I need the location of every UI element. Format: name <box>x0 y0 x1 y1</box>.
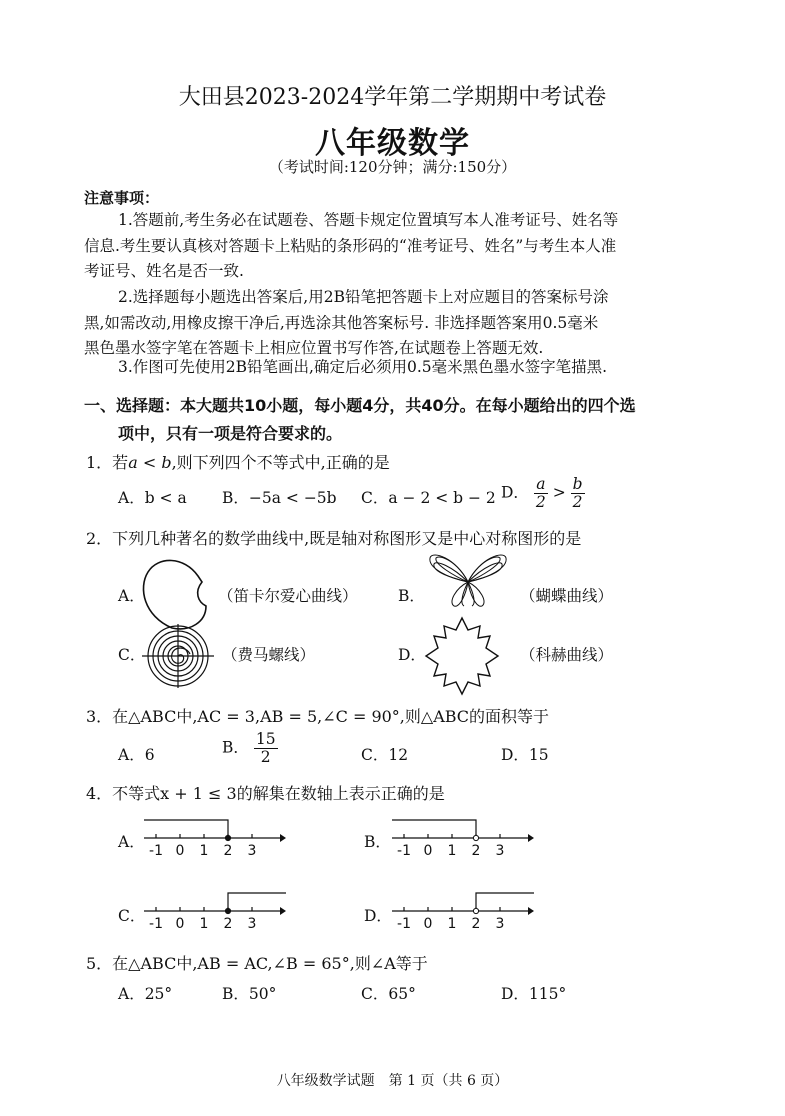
q4-number-line-d <box>388 885 538 935</box>
q1-option-d[interactable] <box>501 476 585 511</box>
q3-b-num: 15 <box>255 730 276 748</box>
q5-option-b[interactable]: B．50° <box>222 985 277 1003</box>
q1-var-b: b <box>161 453 172 472</box>
tick-label: 1 <box>199 916 209 932</box>
tick-label: 2 <box>471 916 481 932</box>
q1-option-b[interactable]: B．−5a < −5b <box>222 489 337 507</box>
q3-option-d[interactable]: D．15 <box>501 746 549 764</box>
note-1-line-2: 信息.考生要认真核对答题卡上粘贴的条形码的“准考证号、姓名”与考生本人准 <box>84 237 617 255</box>
exam-title: 大田县2023-2024学年第二学期期中考试卷 <box>178 85 607 110</box>
endpoint-dot <box>225 908 230 913</box>
q2-option-a[interactable]: A． <box>118 587 145 605</box>
q2-c-name: （费马螺线） <box>222 646 316 664</box>
tick-label: -1 <box>149 916 163 932</box>
note-2-line-2: 黑,如需改动,用橡皮擦干净后,再选涂其他答案标号. 非选择题答案用0.5毫米 <box>84 314 599 332</box>
q3-option-a[interactable]: A．6 <box>118 746 155 764</box>
tick-label: 3 <box>495 916 505 932</box>
q3-stem: 3．在△ABC中,AC = 3,AB = 5,∠C = 90°,则△ABC的面积等于 <box>86 707 550 726</box>
tick-label: 1 <box>447 843 457 859</box>
q4-option-a[interactable]: A． <box>118 833 145 851</box>
q1-d-den-2: 2 <box>572 493 583 511</box>
q1-d-num-1: a <box>534 476 548 494</box>
tick-label: 0 <box>175 843 185 859</box>
q1-d-den-1: 2 <box>535 493 546 511</box>
q4-option-b[interactable]: B． <box>364 833 391 851</box>
axis-arrow <box>528 907 534 915</box>
note-2-line-3: 黑色墨水签字笔在答题卡上相应位置书写作答,在试题卷上答题无效. <box>84 339 544 357</box>
q1-option-a[interactable]: A．b < a <box>118 489 187 507</box>
section-1-line-2: 项中，只有一项是符合要求的。 <box>118 424 343 443</box>
axis-arrow <box>528 834 534 842</box>
q4-number-line-a <box>140 812 290 862</box>
q3-option-b[interactable] <box>222 731 278 766</box>
tick-label: 3 <box>247 916 257 932</box>
exam-info: （考试时间:120分钟；满分:150分） <box>268 158 517 176</box>
solution-bracket <box>392 820 476 838</box>
solution-bracket <box>476 893 534 911</box>
endpoint-dot <box>225 835 230 840</box>
fermat-spiral-image <box>138 624 218 688</box>
q4-number-line-c <box>140 885 290 935</box>
q2-option-d[interactable]: D． <box>398 646 426 664</box>
q4-stem: 4．不等式x + 1 ≤ 3的解集在数轴上表示正确的是 <box>86 784 445 803</box>
q5-stem: 5．在△ABC中,AB = AC,∠B = 65°,则∠A等于 <box>86 954 428 973</box>
q1-stem-start: 1．若 <box>86 453 129 472</box>
q1-option-c[interactable]: C．a − 2 < b − 2 <box>361 489 496 507</box>
q1-d-fraction-1 <box>534 476 548 511</box>
q4-option-d[interactable]: D． <box>364 907 392 925</box>
tick-label: 0 <box>423 916 433 932</box>
koch-snowflake-image <box>424 616 500 696</box>
tick-label: -1 <box>397 843 411 859</box>
section-1-line-1: 一、选择题：本大题共10小题，每小题4分，共40分。在每小题给出的四个选 <box>84 396 636 415</box>
axis-arrow <box>280 907 286 915</box>
q1-stem-end: ,则下列四个不等式中,正确的是 <box>171 453 390 472</box>
notes-heading: 注意事项： <box>84 189 160 207</box>
page-footer: 八年级数学试题 第 1 页（共 6 页） <box>276 1073 509 1089</box>
tick-label: 3 <box>495 843 505 859</box>
axis-arrow <box>280 834 286 842</box>
note-2-line-1: 2.选择题每小题选出答案后,用2B铅笔把答题卡上对应题目的答案标号涂 <box>118 288 609 306</box>
tick-label: 2 <box>223 916 233 932</box>
q5-option-c[interactable]: C．65° <box>361 985 416 1003</box>
tick-label: 0 <box>175 916 185 932</box>
endpoint-dot <box>473 835 478 840</box>
q3-b-den: 2 <box>260 748 271 766</box>
q1-d-gt: > <box>552 483 566 502</box>
q1-var-a: a <box>128 453 138 472</box>
q4-number-line-b <box>388 812 538 862</box>
q2-stem: 2．下列几种著名的数学曲线中,既是轴对称图形又是中心对称图形的是 <box>86 529 582 548</box>
q2-a-name: （笛卡尔爱心曲线） <box>218 587 358 605</box>
tick-label: 0 <box>423 843 433 859</box>
q1-d-fraction-2 <box>571 476 585 511</box>
q2-b-name: （蝴蝶曲线） <box>520 587 614 605</box>
solution-bracket <box>144 820 228 838</box>
cardioid-curve-image <box>138 554 210 634</box>
subject-title: 八年级数学 <box>315 126 470 161</box>
note-1-line-3: 考证号、姓名是否一致. <box>84 262 244 280</box>
q2-option-c[interactable]: C． <box>118 646 146 664</box>
q1-stem <box>86 450 390 473</box>
q4-option-c[interactable]: C． <box>118 907 146 925</box>
solution-bracket <box>228 893 286 911</box>
endpoint-dot <box>473 908 478 913</box>
q3-b-fraction <box>254 731 278 766</box>
tick-label: 3 <box>247 843 257 859</box>
q2-d-name: （科赫曲线） <box>520 646 614 664</box>
note-1-line-1: 1.答题前,考生务必在试题卷、答题卡规定位置填写本人准考证号、姓名等 <box>118 211 619 229</box>
tick-label: 2 <box>223 843 233 859</box>
q1-lt: < <box>137 453 162 472</box>
q3-option-c[interactable]: C．12 <box>361 746 409 764</box>
q5-option-a[interactable]: A．25° <box>118 985 173 1003</box>
q2-option-b[interactable]: B． <box>398 587 425 605</box>
tick-label: 1 <box>199 843 209 859</box>
note-3-line-1: 3.作图可先使用2B铅笔画出,确定后必须用0.5毫米黑色墨水签字笔描黑. <box>118 358 608 376</box>
tick-label: 1 <box>447 916 457 932</box>
tick-label: -1 <box>397 916 411 932</box>
q1-d-num-2: b <box>572 475 583 493</box>
butterfly-curve-image <box>426 548 510 610</box>
q5-option-d[interactable]: D．115° <box>501 985 567 1003</box>
tick-label: -1 <box>149 843 163 859</box>
q1-option-d-label: D． <box>501 483 529 502</box>
q3-option-b-label: B． <box>222 738 249 757</box>
tick-label: 2 <box>471 843 481 859</box>
